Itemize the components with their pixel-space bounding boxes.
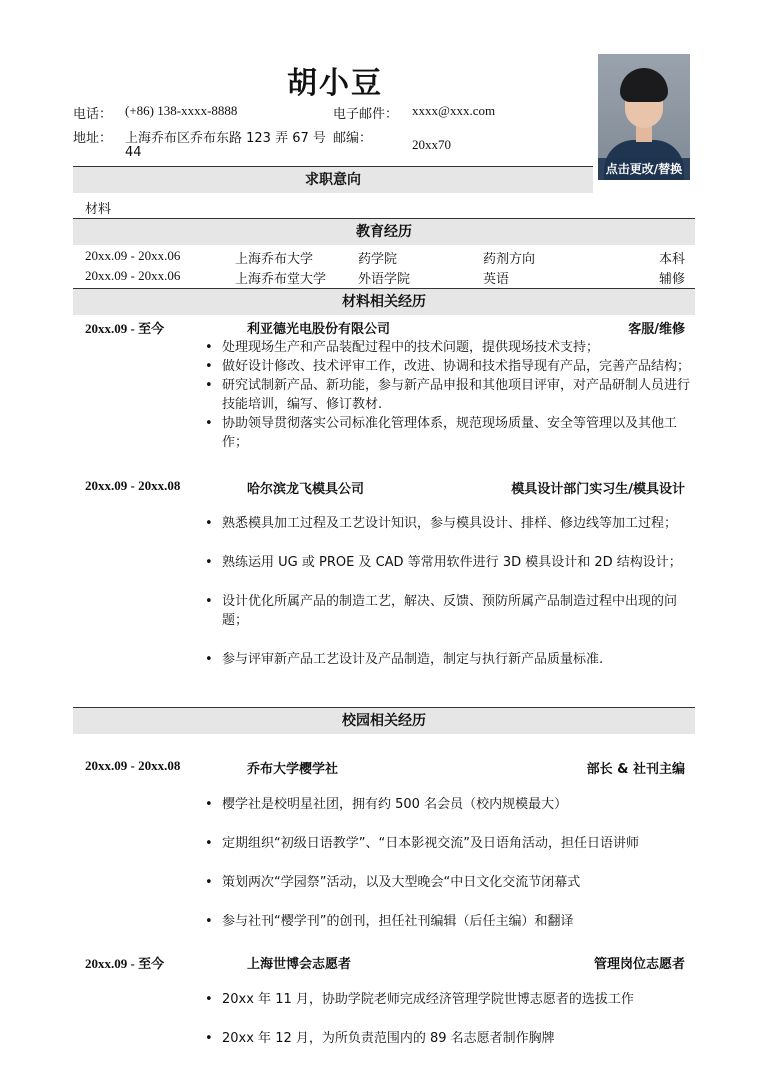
list-item: • 处理现场生产和产品装配过程中的技术问题，提供现场技术支持； <box>202 338 690 357</box>
campus-date: 20xx.09 - 至今 <box>85 956 165 971</box>
edu-school: 上海乔布堂大学 <box>235 272 327 287</box>
work-date: 20xx.09 - 至今 <box>85 321 165 336</box>
section-campus-header: 校园相关经历 <box>73 707 695 734</box>
work-org: 哈尔滨龙飞模具公司 <box>247 482 365 497</box>
campus-org: 乔布大学樱学社 <box>247 762 339 777</box>
work-bullets <box>202 338 690 452</box>
work-role: 模具设计部门实习生/模具设计 <box>511 482 685 497</box>
list-item: • 20xx 年 11 月，协助学院老师完成经济管理学院世博志愿者的选拔工作 <box>202 990 690 1009</box>
section-work-header: 材料相关经历 <box>73 288 695 315</box>
list-item: • 熟练运用 UG 或 PROE 及 CAD 等常用软件进行 3D 模具设计和 2D 结构设计； <box>202 553 690 572</box>
address-line1: 上海乔布区乔布东路 123 弄 67 号 <box>125 131 326 146</box>
list-item: • 参与评审新产品工艺设计及产品制造，制定与执行新产品质量标准. <box>202 650 690 669</box>
list-item: • 熟悉模具加工过程及工艺设计知识，参与模具设计、排样、修边线等加工过程； <box>202 514 690 533</box>
phone-value: (+86) 138-xxxx-8888 <box>125 103 238 118</box>
phone-label: 电话： <box>73 107 113 122</box>
list-item: • 策划两次“学园祭”活动，以及大型晚会“中日文化交流节闭幕式 <box>202 873 690 892</box>
campus-bullets <box>202 990 690 1048</box>
campus-org: 上海世博会志愿者 <box>247 957 352 972</box>
campus-role: 管理岗位志愿者 <box>593 957 685 972</box>
work-bullets <box>202 514 690 669</box>
edu-degree: 本科 <box>658 252 685 267</box>
list-item: • 定期组织“初级日语教学”、“日本影视交流”及日语角活动，担任日语讲师 <box>202 834 690 853</box>
list-item: • 参与社刊“樱学刊”的创刊，担任社刊编辑（后任主编）和翻译 <box>202 912 690 931</box>
edu-major: 英语 <box>483 272 510 287</box>
list-item: • 20xx 年 12 月，为所负责范围内的 89 名志愿者制作胸牌 <box>202 1029 690 1048</box>
list-item: • 研究试制新产品、新功能，参与新产品申报和其他项目评审，对产品研制人员进行技能培训，编写、修订教材. <box>202 376 690 414</box>
edu-degree: 辅修 <box>658 272 685 287</box>
work-role: 客服/维修 <box>628 322 685 337</box>
address-line2: 44 <box>125 145 142 160</box>
edu-date: 20xx.09 - 20xx.06 <box>85 268 181 283</box>
candidate-name: 胡小豆 <box>287 66 383 101</box>
list-item: • 樱学社是校明星社团，拥有约 500 名会员（校内规模最大） <box>202 795 690 814</box>
list-item: • 设计优化所属产品的制造工艺，解决、反馈、预防所属产品制造过程中出现的问题； <box>202 592 690 630</box>
email-label: 电子邮件： <box>333 107 399 122</box>
list-item: • 做好设计修改、技术评审工作，改进、协调和技术指导现有产品，完善产品结构； <box>202 357 690 376</box>
campus-date: 20xx.09 - 20xx.08 <box>85 758 181 773</box>
work-org: 利亚德光电股份有限公司 <box>247 322 391 337</box>
email-value: xxxx@xxx.com <box>412 103 496 118</box>
edu-college: 外语学院 <box>358 272 411 287</box>
address-label: 地址： <box>73 131 113 146</box>
section-objective-header: 求职意向 <box>73 166 593 193</box>
list-item: • 协助领导贯彻落实公司标准化管理体系，规范现场质量、安全等管理以及其他工作； <box>202 414 690 452</box>
work-date: 20xx.09 - 20xx.08 <box>85 478 181 493</box>
objective-content: 材料 <box>85 202 112 217</box>
edu-major: 药剂方向 <box>483 252 536 267</box>
campus-bullets <box>202 795 690 931</box>
edu-date: 20xx.09 - 20xx.06 <box>85 248 181 263</box>
edu-school: 上海乔布大学 <box>235 252 314 267</box>
zip-label: 邮编： <box>333 131 373 146</box>
section-education-header: 教育经历 <box>73 218 695 245</box>
zip-value: 20xx70 <box>412 137 451 152</box>
campus-role: 部长 & 社刊主编 <box>586 762 685 777</box>
profile-photo[interactable] <box>598 54 690 180</box>
edu-college: 药学院 <box>358 252 398 267</box>
photo-change-caption[interactable]: 点击更改/替换 <box>598 158 690 180</box>
